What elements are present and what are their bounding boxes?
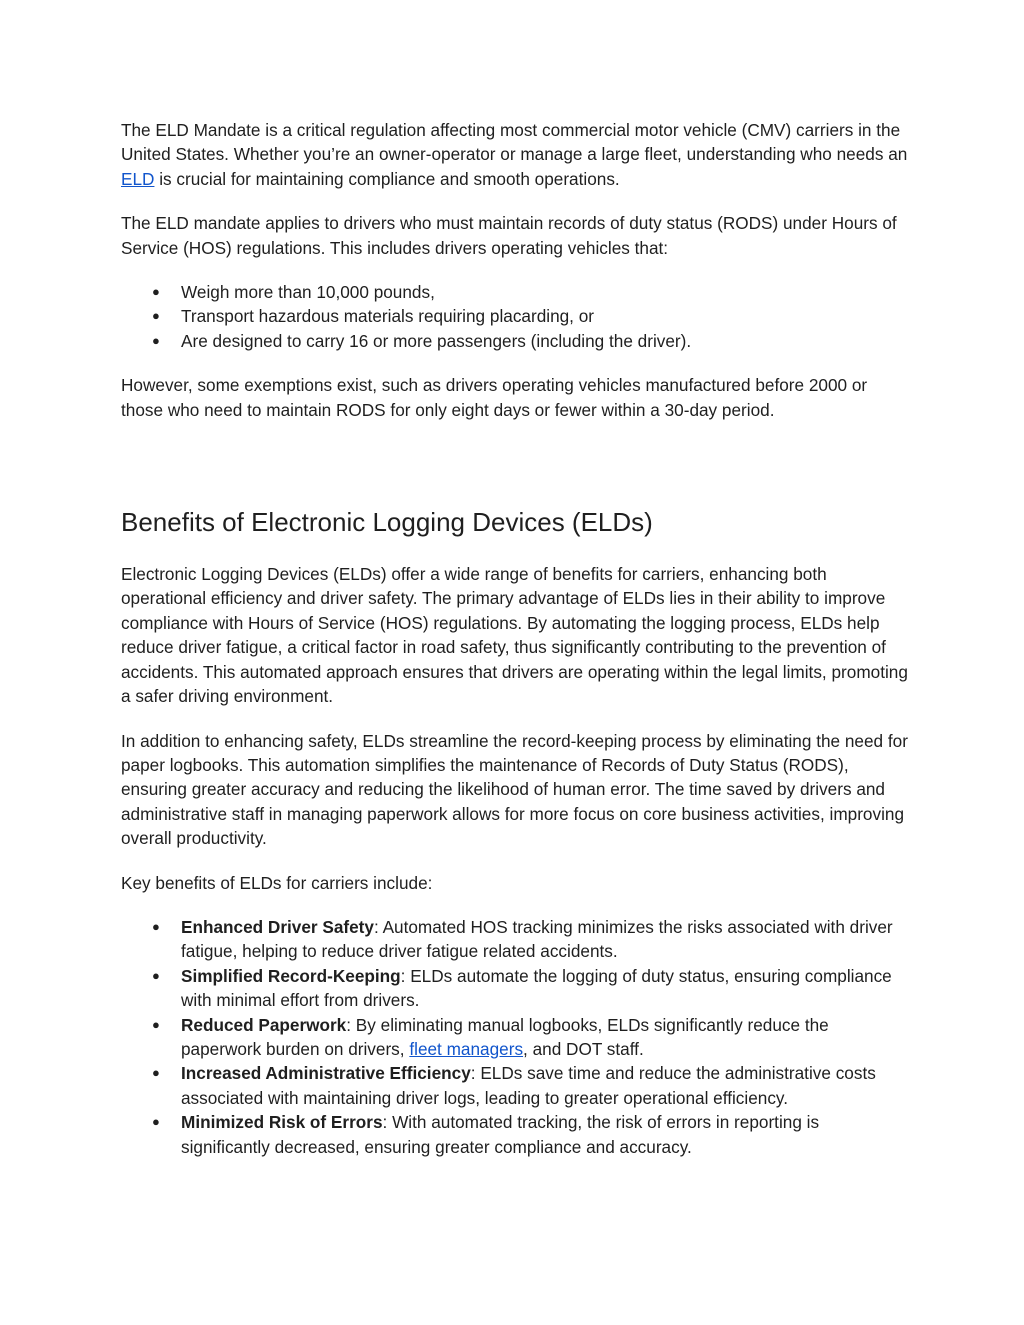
section-heading: Benefits of Electronic Logging Devices (ELDs) — [121, 507, 653, 538]
benefits-paragraph-1: Electronic Logging Devices (ELDs) offer a wide range of benefits for carriers, enhancing both operational efficiency and driver safety. The primary advantage of ELDs lies in their ability to improve compliance with Hours of Service (HOS) regulations. By automating the logging process, ELDs help reduce driver fatigue, a critical factor in road safety, thus significantly contributing to the prevention of accidents. This automated approach ensures that drivers are operating within the legal limits, promoting a safer driving environment. — [121, 564, 908, 707]
list-item-text: Are designed to carry 16 or more passengers (including the driver). — [181, 330, 692, 351]
bullet-icon: ● — [152, 1065, 160, 1081]
requirements-list — [121, 280, 911, 353]
bullet-icon: ● — [152, 308, 160, 324]
intro-paragraph-1 — [121, 118, 911, 191]
benefit-title: Reduced Paperwork — [181, 1014, 347, 1035]
bullet-icon: ● — [152, 284, 160, 300]
bullet-icon: ● — [152, 918, 160, 934]
bullet-icon: ● — [152, 967, 160, 983]
section-heading-wrapper — [121, 506, 911, 538]
list-item — [121, 329, 911, 353]
benefit-title: Simplified Record-Keeping — [181, 965, 401, 986]
benefits-paragraph-2: In addition to enhancing safety, ELDs streamline the record-keeping process by eliminating the need for paper logbooks. This automation simplifies the maintenance of Records of Duty Status (RODS), ensuring greater accuracy and reducing the likelihood of human error. The time saved by drivers and administrative staff in managing paperwork allows for more focus on core business activities, improving overall productivity. — [121, 730, 908, 849]
document-page — [121, 118, 911, 1159]
benefit-title: Increased Administrative Efficiency — [181, 1063, 471, 1084]
list-item-text: Transport hazardous materials requiring placarding, or — [181, 306, 595, 327]
benefit-text: : With automated tracking, the risk of errors in reporting is significantly decreased, ensuring greater compliance and accuracy. — [181, 1112, 820, 1157]
benefit-text: : ELDs automate the logging of duty status, ensuring compliance with minimal effort from drivers. — [181, 965, 892, 1011]
benefits-list — [121, 915, 911, 1159]
intro-paragraph-3: However, some exemptions exist, such as drivers operating vehicles manufactured before 2000 or those who need to maintain RODS for only eight days or fewer within a 30-day period. — [121, 375, 868, 420]
list-item — [121, 964, 911, 1013]
benefit-text: : ELDs save time and reduce the administrative costs associated with maintaining driver logs, leading to greater operational efficiency. — [181, 1063, 876, 1108]
benefit-text-after-link: , and DOT staff. — [523, 1038, 644, 1059]
list-item — [121, 915, 911, 964]
benefits-paragraph-3: Key benefits of ELDs for carriers include: — [121, 872, 433, 893]
intro-text-after-link: is crucial for maintaining compliance and smooth operations. — [154, 168, 620, 189]
intro-text-before-link: The ELD Mandate is a critical regulation affecting most commercial motor vehicle (CMV) carriers in the United States. Whether you’re an owner-operator or manage a large fleet, understanding who needs an — [121, 120, 908, 165]
bullet-icon: ● — [152, 1114, 160, 1130]
bullet-icon: ● — [152, 332, 160, 348]
list-item — [121, 280, 911, 304]
list-item — [121, 1110, 911, 1159]
benefit-text: : Automated HOS tracking minimizes the risks associated with driver fatigue, helping to reduce driver fatigue related accidents. — [181, 916, 893, 962]
fleet-managers-link[interactable]: fleet managers — [409, 1038, 524, 1059]
intro-paragraph-2: The ELD mandate applies to drivers who must maintain records of duty status (RODS) under Hours of Service (HOS) regulations. This includes drivers operating vehicles that: — [121, 213, 897, 258]
benefit-text: : By eliminating manual logbooks, ELDs significantly reduce the paperwork burden on drivers, — [181, 1014, 829, 1059]
benefit-title: Minimized Risk of Errors — [181, 1112, 383, 1133]
list-item — [121, 304, 911, 328]
list-item-text: Weigh more than 10,000 pounds, — [181, 282, 435, 303]
list-item — [121, 1013, 911, 1062]
benefit-title: Enhanced Driver Safety — [181, 916, 374, 937]
bullet-icon: ● — [152, 1016, 160, 1032]
eld-link[interactable]: ELD — [121, 168, 155, 189]
list-item — [121, 1061, 911, 1110]
